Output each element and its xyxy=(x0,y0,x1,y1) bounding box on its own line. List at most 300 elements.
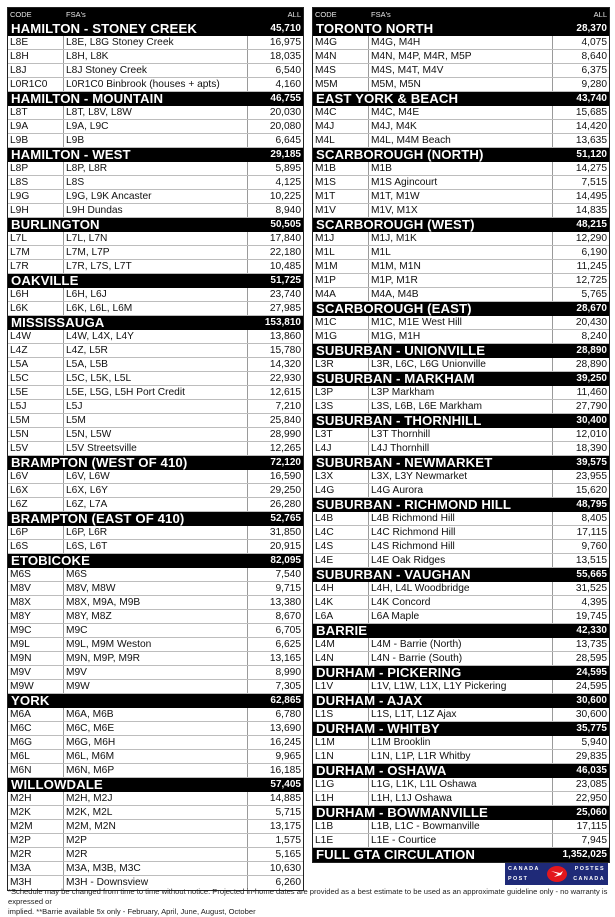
fsa-list: L4K Concord xyxy=(369,596,553,609)
region-total: 42,330 xyxy=(576,625,607,636)
fsa-list: L9A, L9C xyxy=(64,120,248,133)
fsa-code: L5N xyxy=(8,428,64,441)
fsa-list: L3R, L6C, L6G Unionville xyxy=(369,358,553,371)
household-count: 13,165 xyxy=(269,653,301,664)
fsa-list: M9C xyxy=(64,624,248,637)
table-row xyxy=(313,582,609,596)
region-name: MISSISSAUGA xyxy=(11,316,105,330)
region-name: SUBURBAN - MARKHAM xyxy=(316,372,475,386)
fsa-code: M6C xyxy=(8,722,64,735)
region-name: HAMILTON - STONEY CREEK xyxy=(11,22,197,36)
region-name: DURHAM - BOWMANVILLE xyxy=(316,806,488,820)
table-row xyxy=(8,358,303,372)
region-name: DURHAM - OSHAWA xyxy=(316,764,447,778)
household-count: 13,380 xyxy=(269,597,301,608)
table-row xyxy=(8,260,303,274)
fsa-list: L3P Markham xyxy=(369,386,553,399)
fsa-list: M8V, M8W xyxy=(64,582,248,595)
household-count: 20,915 xyxy=(269,541,301,552)
table-row xyxy=(313,820,609,834)
table-row xyxy=(8,750,303,764)
household-count: 10,485 xyxy=(269,261,301,272)
household-count: 14,835 xyxy=(575,205,607,216)
fsa-list: M1C, M1E West Hill xyxy=(369,316,553,329)
fsa-list: L8J Stoney Creek xyxy=(64,64,248,77)
table-row xyxy=(313,190,609,204)
region-header-row xyxy=(313,302,609,316)
column-header-all: ALL xyxy=(593,10,607,19)
table-row xyxy=(8,204,303,218)
region-total: 55,665 xyxy=(576,569,607,580)
region-header-row xyxy=(8,554,303,568)
table-row xyxy=(8,386,303,400)
fsa-code: L7R xyxy=(8,260,64,273)
region-name: SCARBOROUGH (NORTH) xyxy=(316,148,484,162)
table-row xyxy=(313,792,609,806)
table-row xyxy=(8,736,303,750)
table-row xyxy=(313,610,609,624)
region-header-row xyxy=(313,764,609,778)
fsa-code: M9C xyxy=(8,624,64,637)
left-circulation-table xyxy=(7,7,304,891)
table-row xyxy=(8,764,303,778)
fsa-code: L7L xyxy=(8,232,64,245)
fsa-code: L1B xyxy=(313,820,369,833)
fsa-code: L1M xyxy=(313,736,369,749)
table-row xyxy=(8,330,303,344)
table-row xyxy=(8,400,303,414)
household-count: 31,850 xyxy=(269,527,301,538)
fsa-list: L3T Thornhill xyxy=(369,428,553,441)
fsa-list: L3S, L6B, L6E Markham xyxy=(369,400,553,413)
table-row xyxy=(8,176,303,190)
fsa-list: L4S Richmond Hill xyxy=(369,540,553,553)
table-row xyxy=(8,792,303,806)
region-name: SCARBOROUGH (EAST) xyxy=(316,302,472,316)
fsa-code: M2R xyxy=(8,848,64,861)
table-row xyxy=(313,442,609,456)
region-header-row xyxy=(8,148,303,162)
fsa-code: M8X xyxy=(8,596,64,609)
household-count: 10,225 xyxy=(269,191,301,202)
household-count: 16,975 xyxy=(269,37,301,48)
fsa-list: M9N, M9P, M9R xyxy=(64,652,248,665)
column-header-row xyxy=(313,8,609,22)
household-count: 27,790 xyxy=(575,401,607,412)
region-total: 51,725 xyxy=(270,275,301,286)
household-count: 6,625 xyxy=(275,639,301,650)
household-count: 14,320 xyxy=(269,359,301,370)
household-count: 15,685 xyxy=(575,107,607,118)
region-total: 28,890 xyxy=(576,345,607,356)
fsa-list: M1V, M1X xyxy=(369,204,553,217)
household-count: 9,760 xyxy=(581,541,607,552)
region-total: 52,765 xyxy=(270,513,301,524)
region-name: SUBURBAN - VAUGHAN xyxy=(316,568,471,582)
table-row xyxy=(8,848,303,862)
table-row xyxy=(313,638,609,652)
fsa-list: L4W, L4X, L4Y xyxy=(64,330,248,343)
region-header-row xyxy=(313,498,609,512)
region-total: 51,120 xyxy=(576,149,607,160)
fsa-code: L4H xyxy=(313,582,369,595)
fsa-list: L5N, L5W xyxy=(64,428,248,441)
household-count: 15,780 xyxy=(269,345,301,356)
fsa-list: L1N, L1P, L1R Whitby xyxy=(369,750,553,763)
region-header-row xyxy=(313,148,609,162)
household-count: 25,840 xyxy=(269,415,301,426)
household-count: 9,715 xyxy=(275,583,301,594)
region-header-row xyxy=(313,694,609,708)
table-row xyxy=(313,260,609,274)
fsa-list: M1B xyxy=(369,162,553,175)
table-row xyxy=(313,526,609,540)
region-header-row xyxy=(313,806,609,820)
fsa-list: M1M, M1N xyxy=(369,260,553,273)
table-row xyxy=(313,204,609,218)
region-total: 30,600 xyxy=(576,695,607,706)
household-count: 6,645 xyxy=(275,135,301,146)
logo-text-postes: POSTES xyxy=(574,866,605,872)
table-row xyxy=(8,50,303,64)
table-row xyxy=(313,274,609,288)
fsa-code: M9L xyxy=(8,638,64,651)
table-row xyxy=(8,498,303,512)
fsa-list: L1S, L1T, L1Z Ajax xyxy=(369,708,553,721)
household-count: 20,030 xyxy=(269,107,301,118)
column-header-fsa: FSA's xyxy=(371,10,391,19)
table-row xyxy=(313,246,609,260)
table-row xyxy=(8,624,303,638)
fsa-code: L4M xyxy=(313,638,369,651)
column-header-code: CODE xyxy=(315,10,337,19)
fsa-code: L6S xyxy=(8,540,64,553)
region-name: BRAMPTON (WEST OF 410) xyxy=(11,456,188,470)
fsa-code: L8T xyxy=(8,106,64,119)
fsa-list: M2R xyxy=(64,848,248,861)
region-name: BRAMPTON (EAST OF 410) xyxy=(11,512,185,526)
fsa-code: L3X xyxy=(313,470,369,483)
fsa-list: L8P, L8R xyxy=(64,162,248,175)
fsa-list: M2K, M2L xyxy=(64,806,248,819)
fsa-code: L1G xyxy=(313,778,369,791)
fsa-code: L8P xyxy=(8,162,64,175)
region-total: 72,120 xyxy=(270,457,301,468)
table-row xyxy=(8,526,303,540)
region-total: 57,405 xyxy=(270,779,301,790)
household-count: 31,525 xyxy=(575,583,607,594)
fsa-code: L5J xyxy=(8,400,64,413)
fsa-code: L5E xyxy=(8,386,64,399)
fsa-list: L5J xyxy=(64,400,248,413)
table-row xyxy=(8,820,303,834)
household-count: 22,180 xyxy=(269,247,301,258)
table-row xyxy=(313,540,609,554)
fsa-list: L5M xyxy=(64,414,248,427)
table-row xyxy=(313,736,609,750)
fsa-code: L3S xyxy=(313,400,369,413)
table-row xyxy=(8,190,303,204)
household-count: 20,430 xyxy=(575,317,607,328)
household-count: 11,460 xyxy=(576,387,607,398)
region-header-row xyxy=(313,666,609,680)
household-count: 8,240 xyxy=(581,331,607,342)
table-row xyxy=(313,470,609,484)
table-row xyxy=(8,638,303,652)
fsa-list: L6S, L6T xyxy=(64,540,248,553)
region-total: 1,352,025 xyxy=(562,849,607,860)
region-total: 28,370 xyxy=(576,23,607,34)
table-row xyxy=(8,288,303,302)
household-count: 5,895 xyxy=(275,163,301,174)
fsa-list: L4B Richmond Hill xyxy=(369,512,553,525)
fsa-list: M1S Agincourt xyxy=(369,176,553,189)
household-count: 12,010 xyxy=(575,429,607,440)
fsa-code: L4C xyxy=(313,526,369,539)
table-row xyxy=(313,428,609,442)
region-name: WILLOWDALE xyxy=(11,778,103,792)
table-row xyxy=(313,134,609,148)
fsa-list: M6A, M6B xyxy=(64,708,248,721)
household-count: 28,990 xyxy=(269,429,301,440)
fsa-code: L8S xyxy=(8,176,64,189)
fsa-list: M6C, M6E xyxy=(64,722,248,735)
table-row xyxy=(8,484,303,498)
fsa-code: L0R1C0 xyxy=(8,78,64,91)
household-count: 28,595 xyxy=(575,653,607,664)
fsa-code: M1G xyxy=(313,330,369,343)
fsa-code: M3H xyxy=(8,876,64,890)
region-header-row xyxy=(8,778,303,792)
fsa-list: M2P xyxy=(64,834,248,847)
fsa-code: M9N xyxy=(8,652,64,665)
fsa-code: L6A xyxy=(313,610,369,623)
table-row xyxy=(8,666,303,680)
region-total: 29,185 xyxy=(270,149,301,160)
household-count: 5,715 xyxy=(275,807,301,818)
disclaimer-line-2: implied. **Barrie available 5x only - February, April, June, August, October xyxy=(8,907,256,916)
fsa-list: M4C, M4E xyxy=(369,106,553,119)
household-count: 18,035 xyxy=(269,51,301,62)
table-row xyxy=(313,680,609,694)
table-row xyxy=(8,568,303,582)
table-row xyxy=(8,610,303,624)
region-name: SUBURBAN - RICHMOND HILL xyxy=(316,498,512,512)
region-total: 39,250 xyxy=(576,373,607,384)
table-row xyxy=(313,330,609,344)
household-count: 14,275 xyxy=(575,163,607,174)
region-header-row xyxy=(313,344,609,358)
fsa-list: L5C, L5K, L5L xyxy=(64,372,248,385)
fsa-list: M6N, M6P xyxy=(64,764,248,777)
fsa-code: L4W xyxy=(8,330,64,343)
household-count: 1,575 xyxy=(275,835,301,846)
fsa-list: L6H, L6J xyxy=(64,288,248,301)
table-row xyxy=(8,680,303,694)
region-total: 62,865 xyxy=(270,695,301,706)
region-name: SCARBOROUGH (WEST) xyxy=(316,218,475,232)
table-row xyxy=(8,106,303,120)
column-header-code: CODE xyxy=(10,10,32,19)
region-header-row xyxy=(313,372,609,386)
household-count: 4,125 xyxy=(275,177,301,188)
fsa-list: M4N, M4P, M4R, M5P xyxy=(369,50,553,63)
region-total: 46,035 xyxy=(576,765,607,776)
region-name: DURHAM - AJAX xyxy=(316,694,423,708)
region-header-row xyxy=(8,456,303,470)
fsa-code: L9A xyxy=(8,120,64,133)
table-row xyxy=(313,596,609,610)
fsa-list: L4M - Barrie (North) xyxy=(369,638,553,651)
table-row xyxy=(8,540,303,554)
fsa-code: L6K xyxy=(8,302,64,315)
fsa-list: L6Z, L7A xyxy=(64,498,248,511)
fsa-list: M6S xyxy=(64,568,248,581)
household-count: 14,885 xyxy=(269,793,301,804)
table-row xyxy=(8,834,303,848)
fsa-list: M9W xyxy=(64,680,248,693)
fsa-list: L6X, L6Y xyxy=(64,484,248,497)
table-row xyxy=(313,78,609,92)
region-name: BURLINGTON xyxy=(11,218,100,232)
fsa-code: L5M xyxy=(8,414,64,427)
household-count: 30,600 xyxy=(575,709,607,720)
fsa-code: L4S xyxy=(313,540,369,553)
table-row xyxy=(8,372,303,386)
household-count: 8,670 xyxy=(275,611,301,622)
fsa-list: M4J, M4K xyxy=(369,120,553,133)
fsa-code: M1L xyxy=(313,246,369,259)
logo-text-canada: CANADA xyxy=(508,866,540,872)
household-count: 13,735 xyxy=(575,639,607,650)
region-name: SUBURBAN - NEWMARKET xyxy=(316,456,493,470)
household-count: 13,635 xyxy=(575,135,607,146)
fsa-code: L6H xyxy=(8,288,64,301)
fsa-code: M2P xyxy=(8,834,64,847)
household-count: 8,405 xyxy=(581,513,607,524)
fsa-code: L3T xyxy=(313,428,369,441)
table-row xyxy=(8,470,303,484)
fsa-list: M6L, M6M xyxy=(64,750,248,763)
fsa-code: L9G xyxy=(8,190,64,203)
household-count: 17,115 xyxy=(576,821,607,832)
region-name: SUBURBAN - UNIONVILLE xyxy=(316,344,486,358)
region-header-row xyxy=(313,218,609,232)
table-row xyxy=(8,582,303,596)
table-row xyxy=(8,722,303,736)
table-row xyxy=(313,554,609,568)
fsa-code: L3P xyxy=(313,386,369,399)
fsa-code: M6A xyxy=(8,708,64,721)
fsa-list: L1B, L1C - Bowmanville xyxy=(369,820,553,833)
fsa-code: M8V xyxy=(8,582,64,595)
fsa-list: M1L xyxy=(369,246,553,259)
household-count: 10,630 xyxy=(269,863,301,874)
region-total: 25,060 xyxy=(576,807,607,818)
fsa-code: M2M xyxy=(8,820,64,833)
household-count: 12,290 xyxy=(575,233,607,244)
household-count: 4,075 xyxy=(581,37,607,48)
fsa-list: L4G Aurora xyxy=(369,484,553,497)
table-row xyxy=(313,708,609,722)
fsa-code: L8E xyxy=(8,36,64,49)
region-header-row xyxy=(313,456,609,470)
region-total: 48,215 xyxy=(576,219,607,230)
fsa-list: L1E - Courtice xyxy=(369,834,553,847)
fsa-list: L4H, L4L Woodbridge xyxy=(369,582,553,595)
fsa-list: L7M, L7P xyxy=(64,246,248,259)
household-count: 5,765 xyxy=(581,289,607,300)
household-count: 6,190 xyxy=(581,247,607,258)
table-row xyxy=(8,232,303,246)
fsa-list: L4N - Barrie (South) xyxy=(369,652,553,665)
fsa-list: L4J Thornhill xyxy=(369,442,553,455)
household-count: 7,540 xyxy=(275,569,301,580)
region-header-row xyxy=(8,694,303,708)
region-total: 28,670 xyxy=(576,303,607,314)
region-name: OAKVILLE xyxy=(11,274,79,288)
household-count: 13,515 xyxy=(575,555,607,566)
table-row xyxy=(313,652,609,666)
fsa-list: L3X, L3Y Newmarket xyxy=(369,470,553,483)
region-total: 35,775 xyxy=(576,723,607,734)
region-name: EAST YORK & BEACH xyxy=(316,92,459,106)
table-row xyxy=(313,512,609,526)
fsa-code: M3A xyxy=(8,862,64,875)
table-row xyxy=(8,134,303,148)
household-count: 13,690 xyxy=(269,723,301,734)
fsa-code: L6P xyxy=(8,526,64,539)
fsa-list: M9L, M9M Weston xyxy=(64,638,248,651)
fsa-code: L5V xyxy=(8,442,64,455)
table-row xyxy=(313,750,609,764)
household-count: 27,985 xyxy=(269,303,301,314)
table-row xyxy=(8,442,303,456)
household-count: 23,740 xyxy=(269,289,301,300)
fsa-list: L6P, L6R xyxy=(64,526,248,539)
household-count: 4,395 xyxy=(581,597,607,608)
household-count: 7,305 xyxy=(275,681,301,692)
region-name: SUBURBAN - THORNHILL xyxy=(316,414,482,428)
fsa-code: L6Z xyxy=(8,498,64,511)
household-count: 8,640 xyxy=(581,51,607,62)
fsa-list: M4L, M4M Beach xyxy=(369,134,553,147)
fsa-list: L8T, L8V, L8W xyxy=(64,106,248,119)
fsa-code: L6X xyxy=(8,484,64,497)
fsa-code: M6N xyxy=(8,764,64,777)
household-count: 4,160 xyxy=(275,79,301,90)
fsa-code: M4G xyxy=(313,36,369,49)
fsa-code: M1T xyxy=(313,190,369,203)
fsa-code: L1H xyxy=(313,792,369,805)
household-count: 7,515 xyxy=(581,177,607,188)
fsa-list: L0R1C0 Binbrook (houses + apts) xyxy=(64,78,248,91)
disclaimer-footnote xyxy=(8,887,608,917)
fsa-code: M1P xyxy=(313,274,369,287)
fsa-code: L1V xyxy=(313,680,369,693)
region-name: ETOBICOKE xyxy=(11,554,91,568)
household-count: 26,280 xyxy=(269,499,301,510)
fsa-code: M6S xyxy=(8,568,64,581)
table-row xyxy=(313,162,609,176)
table-row xyxy=(8,596,303,610)
household-count: 16,245 xyxy=(269,737,301,748)
region-header-row xyxy=(8,316,303,330)
fsa-list: M3H - Downsview xyxy=(64,876,248,890)
region-header-row xyxy=(313,624,609,638)
fsa-code: L4B xyxy=(313,512,369,525)
household-count: 28,890 xyxy=(575,359,607,370)
